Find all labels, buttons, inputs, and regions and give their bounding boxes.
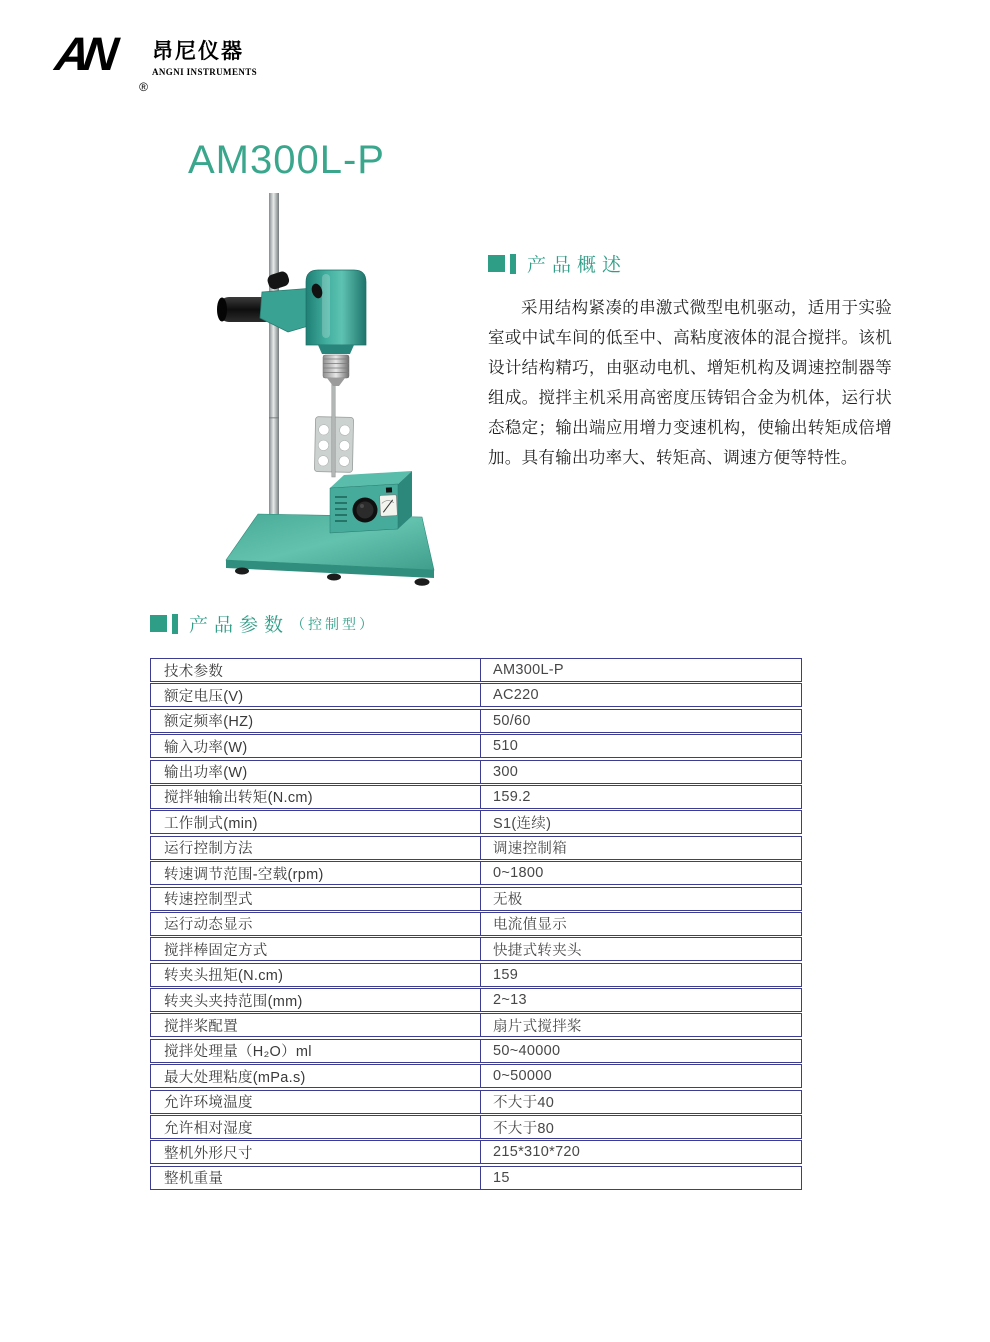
spec-label: 转夹头夹持范围(mm) <box>164 993 303 1010</box>
table-row <box>150 1039 802 1063</box>
spec-value: 215*310*720 <box>480 1141 801 1163</box>
table-row <box>150 861 802 885</box>
page-title: AM300L-P <box>188 138 385 182</box>
overview-heading-text: 产品概述 <box>527 255 628 276</box>
table-row <box>150 937 802 961</box>
spec-value: 2~13 <box>480 989 801 1011</box>
spec-value: 不大于40 <box>480 1091 801 1113</box>
spec-label: 最大处理粘度(mPa.s) <box>164 1069 306 1086</box>
spec-value: 调速控制箱 <box>480 837 801 859</box>
overview-section <box>488 250 892 473</box>
spec-label: 搅拌桨配置 <box>164 1018 238 1035</box>
table-row <box>150 709 802 733</box>
table-row <box>150 912 802 936</box>
registered-trademark-icon: ® <box>139 80 148 94</box>
brand-logo-mark-icon <box>52 27 148 94</box>
table-row <box>150 810 802 834</box>
spec-value: 15 <box>480 1167 801 1189</box>
spec-value: 50~40000 <box>480 1040 801 1062</box>
table-row <box>150 658 802 682</box>
spec-value: S1(连续) <box>480 811 801 833</box>
section-marker-square-icon <box>488 255 505 272</box>
spec-label: 输入功率(W) <box>164 739 248 756</box>
table-row <box>150 734 802 758</box>
spec-label: 输出功率(W) <box>164 765 248 782</box>
table-row <box>150 683 802 707</box>
spec-value: 不大于80 <box>480 1116 801 1138</box>
spec-label: 技术参数 <box>164 663 224 680</box>
spec-label: 转速控制型式 <box>164 892 253 909</box>
spec-value: AC220 <box>480 684 801 706</box>
table-row <box>150 785 802 809</box>
spec-label: 搅拌轴输出转矩(N.cm) <box>164 790 313 807</box>
brand-logo <box>52 27 258 94</box>
spec-label: 转速调节范围-空载(rpm) <box>164 866 324 883</box>
spec-label: 转夹头扭矩(N.cm) <box>164 968 284 985</box>
spec-label: 运行控制方法 <box>164 841 253 858</box>
parameters-heading-note: （控制型） <box>291 615 377 632</box>
table-row <box>150 760 802 784</box>
brand-name-english: ANGNI INSTRUMENTS <box>152 67 258 78</box>
spec-value: 扇片式搅拌桨 <box>480 1014 801 1036</box>
brand-name-chinese: 昂尼仪器 <box>152 40 244 63</box>
overview-heading <box>488 250 892 277</box>
spec-label: 额定频率(HZ) <box>164 714 254 731</box>
parameters-section <box>150 610 802 1190</box>
spec-value: 无极 <box>480 888 801 910</box>
spec-label: 额定电压(V) <box>164 688 244 705</box>
spec-value: 0~50000 <box>480 1065 801 1087</box>
spec-label: 整机外形尺寸 <box>164 1145 253 1162</box>
table-row <box>150 1064 802 1088</box>
spec-label: 搅拌处理量（H₂O）ml <box>164 1044 312 1061</box>
brand-logo-text <box>152 40 257 77</box>
brand-logo-an-text: AN <box>52 27 116 80</box>
table-row <box>150 988 802 1012</box>
spec-label: 整机重量 <box>164 1171 224 1188</box>
spec-label: 允许环境温度 <box>164 1095 253 1112</box>
table-row <box>150 1013 802 1037</box>
spec-value: 0~1800 <box>480 862 801 884</box>
spec-label: 工作制式(min) <box>164 815 258 832</box>
stirrer-illustration <box>172 185 452 595</box>
spec-label: 允许相对湿度 <box>164 1120 253 1137</box>
table-row <box>150 887 802 911</box>
spec-value: 电流值显示 <box>480 913 801 935</box>
spec-value: AM300L-P <box>480 659 801 681</box>
table-row <box>150 1090 802 1114</box>
spec-value: 510 <box>480 735 801 757</box>
parameters-heading-text: 产品参数 <box>189 615 290 636</box>
spec-label: 运行动态显示 <box>164 917 253 934</box>
table-row <box>150 1115 802 1139</box>
spec-value: 159.2 <box>480 786 801 808</box>
section-marker-bar-icon <box>172 614 178 634</box>
parameters-heading <box>150 610 802 637</box>
section-marker-bar-icon <box>510 254 516 274</box>
spec-value: 50/60 <box>480 710 801 732</box>
spec-value: 快捷式转夹头 <box>480 938 801 960</box>
spec-value: 300 <box>480 761 801 783</box>
table-row <box>150 1166 802 1190</box>
section-marker-square-icon <box>150 615 167 632</box>
table-row <box>150 963 802 987</box>
table-row <box>150 1140 802 1164</box>
spec-label: 搅拌棒固定方式 <box>164 942 268 959</box>
spec-table <box>150 658 802 1190</box>
table-row <box>150 836 802 860</box>
overview-paragraph: 采用结构紧凑的串激式微型电机驱动，适用于实验室或中试车间的低至中、高粘度液体的混合搅拌。该机设计结构精巧，由驱动电机、增矩机构及调速控制器等组成。搅拌主机采用高密度压铸铝合金为机体，运行状态稳定；输出端应用增力变速机构，使输出转矩成倍增加。具有输出功率大、转矩高、调速方便等特性。 <box>488 299 892 467</box>
product-photo <box>172 185 452 595</box>
spec-value: 159 <box>480 964 801 986</box>
